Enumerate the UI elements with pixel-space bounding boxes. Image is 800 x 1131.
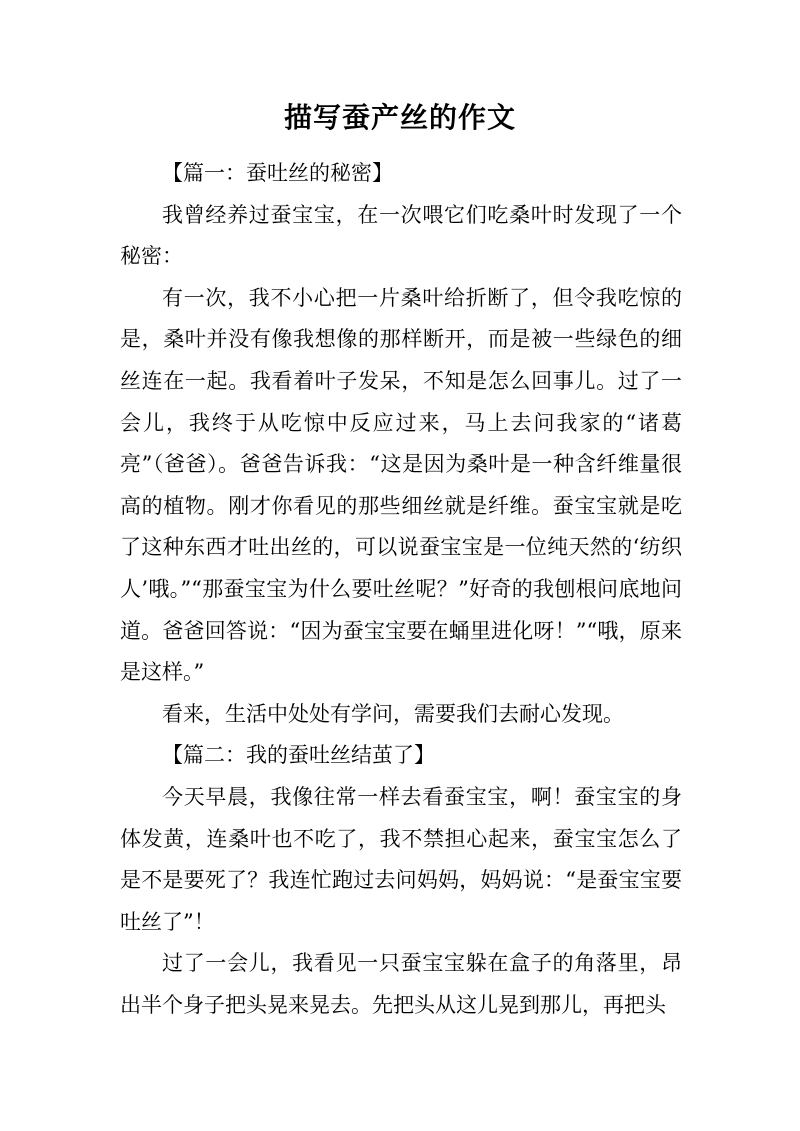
document-title: 描写蚕产丝的作文: [283, 101, 516, 134]
paragraph: 今天早晨，我像往常一样去看蚕宝宝，啊！蚕宝宝的身体发黄，连桑叶也不吃了，我不禁担心起来，蚕宝宝怎么了是不是要死了？我连忙跑过去问妈妈，妈妈说：“是蚕宝宝要吐丝了”！: [120, 784, 682, 934]
paragraph: 看来，生活中处处有学问，需要我们去耐心发现。: [162, 701, 624, 726]
paragraph: 我曾经养过蚕宝宝，在一次喂它们吃桑叶时发现了一个秘密：: [120, 202, 682, 269]
paragraph: 有一次，我不小心把一片桑叶给折断了，但令我吃惊的是，桑叶并没有像我想像的那样断开，而是被一些绿色的细丝连在一起。我看着叶子发呆，不知是怎么回事儿。过了一会儿，我终于从吃惊中反应过来，马上去问我家的“诸葛亮”（爸爸）。爸爸告诉我：“这是因为桑叶是一种含纤维量很高的植物。刚才你看见的那些细丝就是纤维。蚕宝宝就是吃了这种东西才吐出丝的，可以说蚕宝宝是一位纯天然的‘纺织人’哦。”“那蚕宝宝为什么要吐丝呢？”好奇的我刨根问底地问道。爸爸回答说：“因为蚕宝宝要在蛹里进化呀！”“哦，原来是这样。”: [120, 285, 682, 685]
section-heading-1: 【篇一：蚕吐丝的秘密】: [162, 161, 393, 185]
section-heading-2: 【篇二：我的蚕吐丝结茧了】: [162, 743, 435, 768]
document-body: [120, 153, 682, 1026]
paragraph: 过了一会儿，我看见一只蚕宝宝躲在盒子的角落里，昂出半个身子把头晃来晃去。先把头从这儿晃到那儿，再把头: [120, 951, 682, 1017]
